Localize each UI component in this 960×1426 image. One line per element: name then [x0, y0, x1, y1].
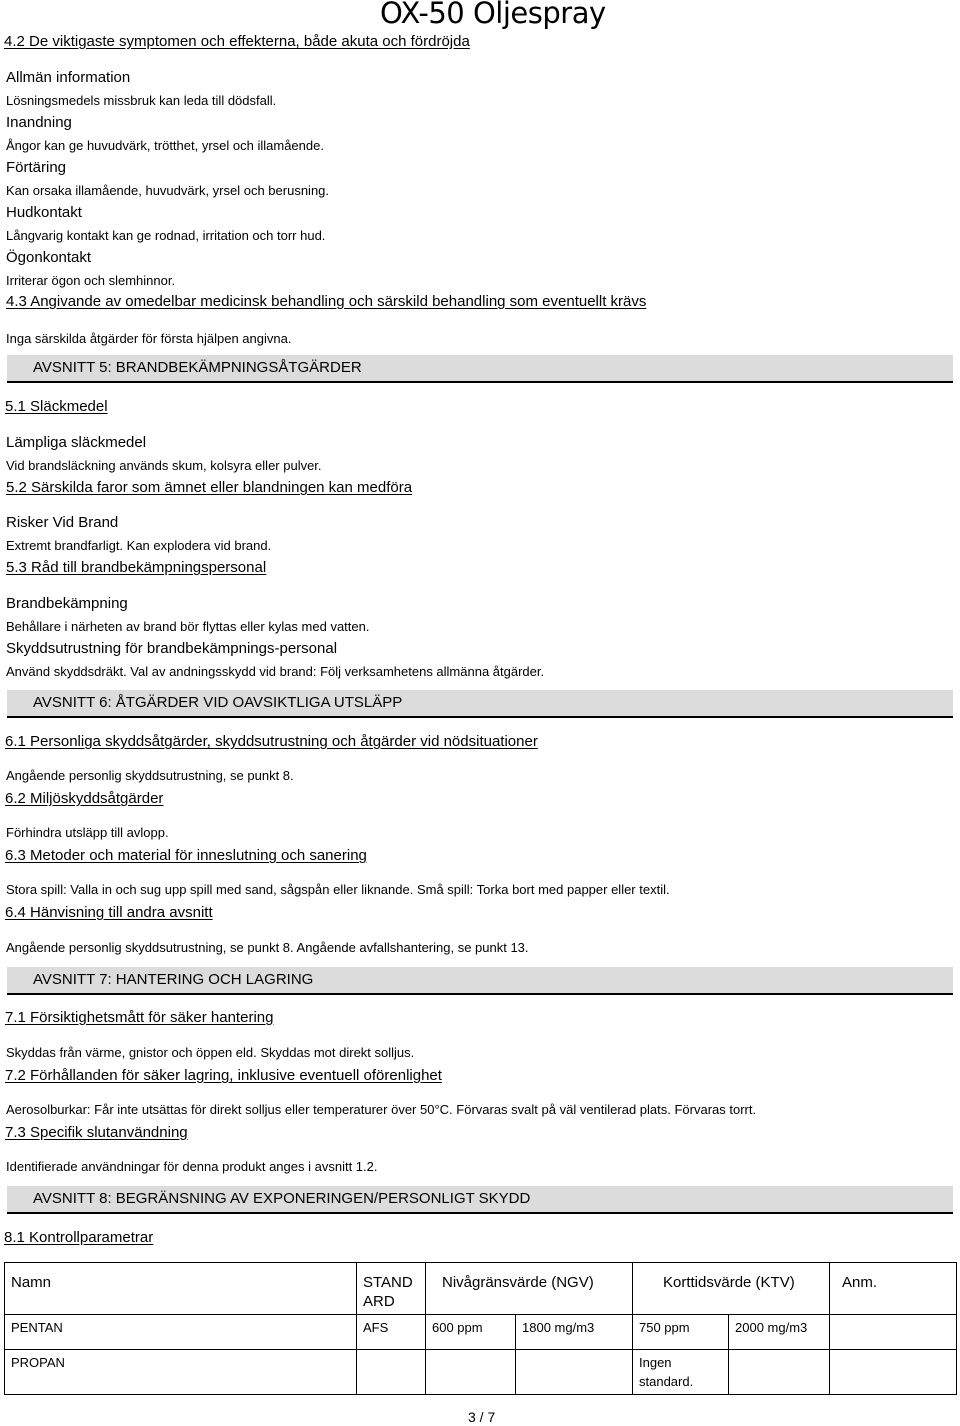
text-6-1: Angående personlig skyddsutrustning, se punkt 8.	[6, 768, 294, 783]
heading-7-3: 7.3 Specifik slutanvändning	[5, 1124, 188, 1141]
heading-5-1: 5.1 Släckmedel	[5, 398, 108, 415]
cell-ktv-ppm: 750 ppm	[633, 1315, 729, 1350]
cell-note	[830, 1315, 957, 1350]
extinguishing-media-text: Vid brandsläckning används skum, kolsyra eller pulver.	[6, 458, 322, 473]
protective-equipment-text: Använd skyddsdräkt. Val av andningsskydd vid brand: Följ verksamhetens allmänna åtgärder.	[6, 664, 545, 679]
cell-ngv-mg: 1800 mg/m3	[516, 1315, 633, 1350]
header-name: Namn	[5, 1263, 357, 1315]
cell-ngv-mg	[516, 1350, 633, 1395]
cell-ktv-ppm: Ingen standard.	[633, 1350, 729, 1395]
general-info-title: Allmän information	[6, 69, 131, 86]
inhalation-text: Ångor kan ge huvudvärk, trötthet, yrsel och illamående.	[6, 138, 324, 153]
text-6-3: Stora spill: Valla in och sug upp spill med sand, sågspån eller liknande. Små spill: Torka bort med papper eller textil.	[6, 882, 670, 897]
control-parameters-table	[4, 1262, 957, 1395]
heading-6-1: 6.1 Personliga skyddsåtgärder, skyddsutrustning och åtgärder vid nödsituationer	[5, 733, 538, 750]
heading-5-2: 5.2 Särskilda faror som ämnet eller blandningen kan medföra	[6, 479, 413, 496]
table-row	[5, 1350, 957, 1395]
page-indicator: 3 / 7	[468, 1409, 496, 1425]
header-note: Anm.	[830, 1263, 957, 1315]
heading-4-3: 4.3 Angivande av omedelbar medicinsk behandling och särskild behandling som eventuellt krävs	[6, 293, 647, 310]
header-standard: STAND ARD	[357, 1263, 426, 1315]
header-ngv: Nivågränsvärde (NGV)	[426, 1263, 633, 1315]
heading-7-1: 7.1 Försiktighetsmått för säker hantering	[5, 1009, 274, 1026]
section-7-header	[7, 967, 953, 995]
firefighting-text: Behållare i närheten av brand bör flyttas eller kylas med vatten.	[6, 619, 370, 634]
text-6-2: Förhindra utsläpp till avlopp.	[6, 825, 169, 840]
text-6-4: Angående personlig skyddsutrustning, se punkt 8. Angående avfallshantering, se punkt 13.	[6, 940, 529, 955]
eye-contact-text: Irriterar ögon och slemhinnor.	[6, 273, 176, 288]
eye-contact-title: Ögonkontakt	[6, 249, 92, 266]
text-4-3: Inga särskilda åtgärder för första hjälpen angivna.	[6, 331, 292, 346]
cell-name: PROPAN	[5, 1350, 357, 1395]
heading-7-2: 7.2 Förhållanden för säker lagring, inklusive eventuell oförenlighet	[5, 1067, 442, 1084]
ingestion-text: Kan orsaka illamående, huvudvärk, yrsel och berusning.	[6, 183, 330, 198]
section-5-header	[7, 355, 953, 383]
fire-risk-title: Risker Vid Brand	[6, 514, 119, 531]
heading-4-2: 4.2 De viktigaste symptomen och effekterna, både akuta och fördröjda	[4, 33, 470, 50]
general-info-text: Lösningsmedels missbruk kan leda till dödsfall.	[6, 93, 277, 108]
section-5-title: AVSNITT 5: BRANDBEKÄMPNINGSÅTGÄRDER	[33, 359, 362, 376]
heading-6-2: 6.2 Miljöskyddsåtgärder	[5, 790, 164, 807]
cell-standard: AFS	[357, 1315, 426, 1350]
skin-contact-title: Hudkontakt	[6, 204, 82, 221]
heading-6-4: 6.4 Hänvisning till andra avsnitt	[5, 904, 213, 921]
heading-5-3: 5.3 Råd till brandbekämpningspersonal	[6, 559, 267, 576]
ingestion-title: Förtäring	[6, 159, 67, 176]
cell-ngv-ppm: 600 ppm	[426, 1315, 516, 1350]
text-7-1: Skyddas från värme, gnistor och öppen eld. Skyddas mot direkt solljus.	[6, 1045, 415, 1060]
inhalation-title: Inandning	[6, 114, 72, 131]
section-8-title: AVSNITT 8: BEGRÄNSNING AV EXPONERINGEN/PERSONLIGT SKYDD	[33, 1190, 531, 1207]
header-ktv: Korttidsvärde (KTV)	[633, 1263, 830, 1315]
section-8-header	[7, 1186, 953, 1214]
cell-ngv-ppm	[426, 1350, 516, 1395]
section-6-title: AVSNITT 6: ÅTGÄRDER VID OAVSIKTLIGA UTSLÄPP	[33, 694, 403, 711]
text-7-2: Aerosolburkar: Får inte utsättas för direkt solljus eller temperaturer över 50°C. Förvaras svalt på väl ventilerad plats. Förvaras torrt.	[6, 1102, 757, 1117]
cell-ktv-mg	[729, 1350, 830, 1395]
cell-standard	[357, 1350, 426, 1395]
section-7-title: AVSNITT 7: HANTERING OCH LAGRING	[33, 971, 314, 988]
extinguishing-media-title: Lämpliga släckmedel	[6, 434, 147, 451]
text-7-3: Identifierade användningar för denna produkt anges i avsnitt 1.2.	[6, 1159, 378, 1174]
cell-name: PENTAN	[5, 1315, 357, 1350]
skin-contact-text: Långvarig kontakt kan ge rodnad, irritation och torr hud.	[6, 228, 326, 243]
document-title: OX-50 Oljespray	[380, 0, 606, 30]
protective-equipment-title: Skyddsutrustning för brandbekämpnings-personal	[6, 640, 338, 657]
fire-risk-text: Extremt brandfarligt. Kan explodera vid brand.	[6, 538, 272, 553]
cell-note	[830, 1350, 957, 1395]
section-6-header	[7, 690, 953, 718]
heading-6-3: 6.3 Metoder och material för inneslutning och sanering	[5, 847, 367, 864]
cell-ktv-mg: 2000 mg/m3	[729, 1315, 830, 1350]
heading-8-1: 8.1 Kontrollparametrar	[4, 1229, 154, 1246]
table-header-row	[5, 1263, 957, 1315]
table-row	[5, 1315, 957, 1350]
firefighting-title: Brandbekämpning	[6, 595, 128, 612]
